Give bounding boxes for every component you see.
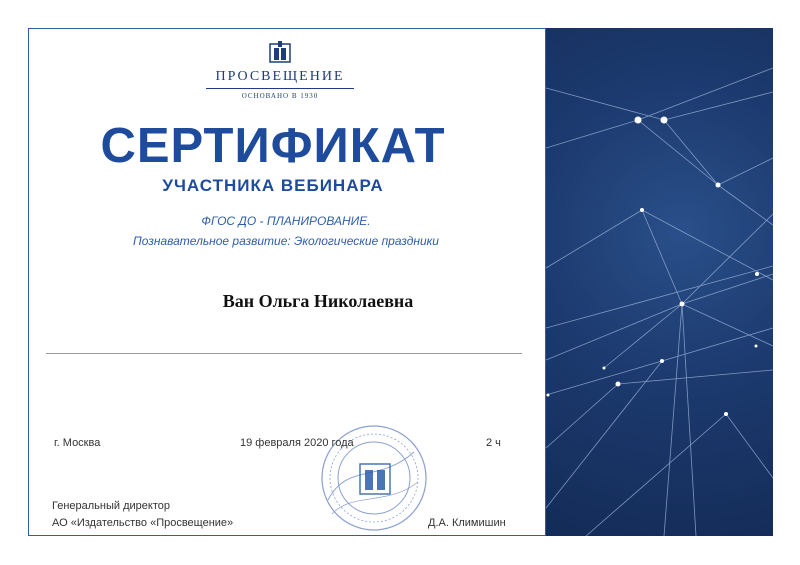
logo-divider [206, 88, 354, 89]
certificate-frame [28, 28, 546, 536]
publisher-name: ПРОСВЕЩЕНИЕ [215, 69, 345, 84]
issue-date: 19 февраля 2020 года [240, 437, 354, 449]
webinar-hours: 2 ч [486, 437, 501, 449]
webinar-topic-line1: ФГОС ДО - ПЛАНИРОВАНИЕ. [201, 214, 371, 228]
decorative-network-panel [546, 28, 773, 536]
publisher-logo-icon [268, 40, 292, 64]
issue-city: г. Москва [54, 437, 101, 449]
name-underline [46, 353, 522, 354]
recipient-name: Ван Ольга Николаевна [222, 291, 414, 311]
signer-name: Д.А. Климишин [428, 517, 506, 529]
signer-position-line1: Генеральный директор [52, 500, 170, 512]
publisher-founded: ОСНОВАНО В 1930 [241, 92, 319, 100]
publisher-logo [200, 40, 360, 100]
network-lines-graphic [546, 28, 773, 536]
certificate-subtitle: УЧАСТНИКА ВЕБИНАРА [162, 176, 384, 195]
signer-position-line2: АО «Издательство «Просвещение» [52, 517, 234, 529]
webinar-topic-line2: Познавательное развитие: Экологические праздники [133, 234, 439, 248]
certificate-title: СЕРТИФИКАТ [100, 119, 446, 173]
